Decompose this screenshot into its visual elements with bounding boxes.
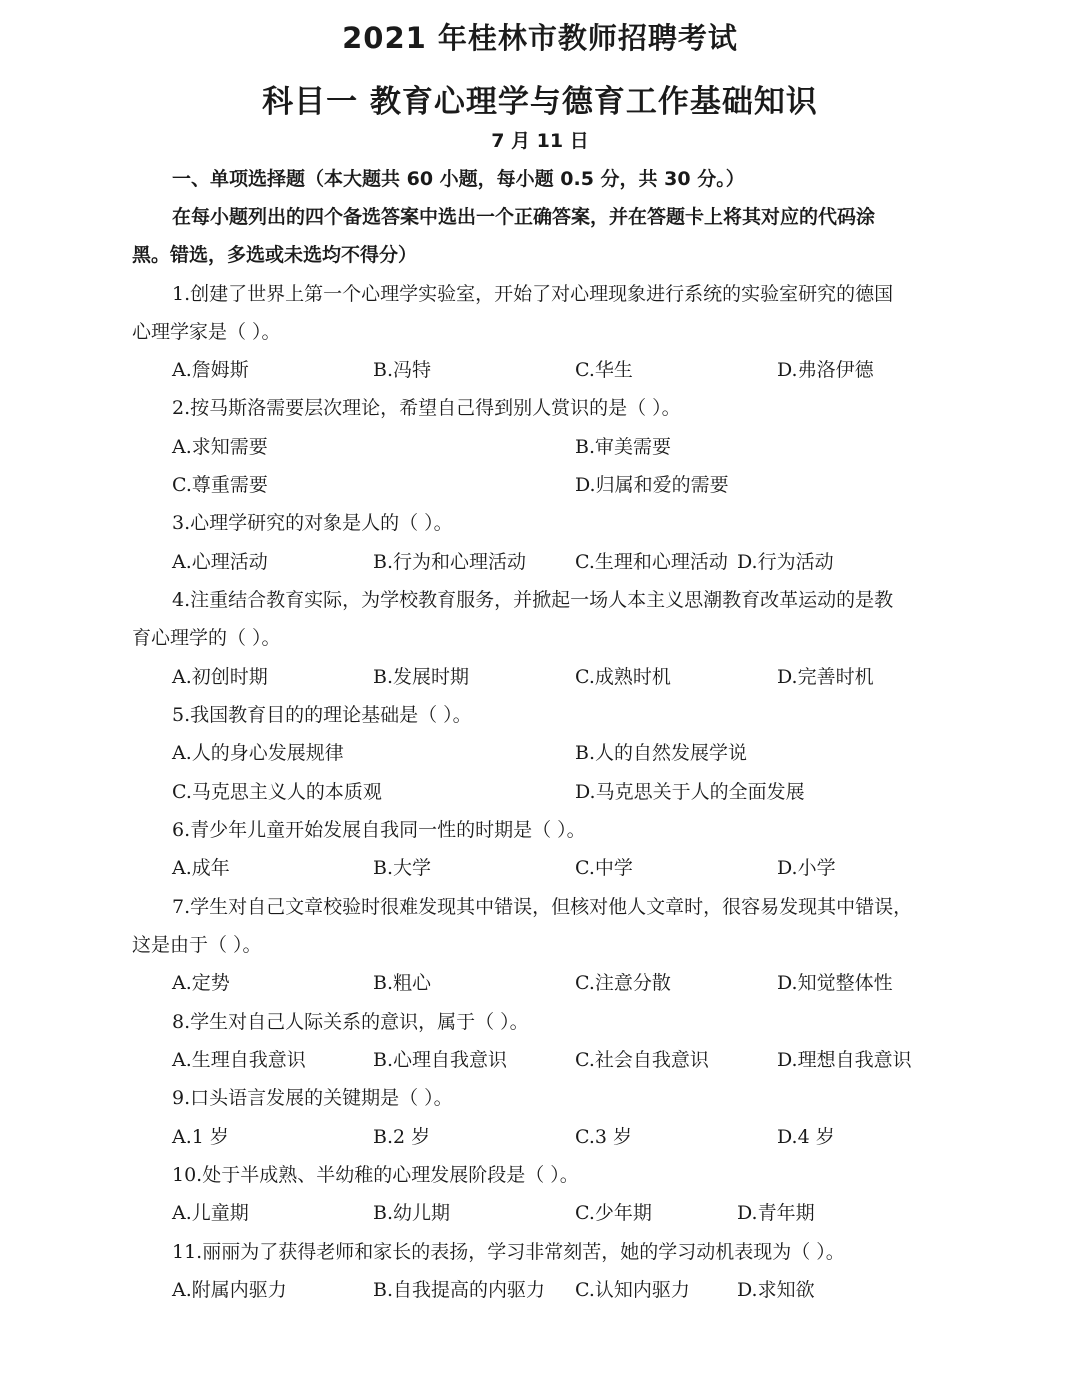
q7-option-a: A.定势	[172, 972, 230, 994]
q4-option-a: A.初创时期	[172, 666, 268, 688]
q7-option-d: D.知觉整体性	[777, 972, 893, 994]
q4-option-b: B.发展时期	[373, 666, 470, 688]
q5-option-b: B.人的自然发展学说	[575, 742, 748, 764]
q8-option-c: C.社会自我意识	[575, 1049, 709, 1071]
exam-subtitle: 科目一 教育心理学与德育工作基础知识	[262, 84, 818, 120]
question-6: 6.青少年儿童开始发展自我同一性的时期是（ ）。	[172, 819, 586, 841]
question-9: 9.口头语言发展的关键期是（ ）。	[172, 1087, 453, 1109]
q11-option-c: C.认知内驱力	[575, 1279, 690, 1301]
q5-option-d: D.马克思关于人的全面发展	[575, 781, 805, 803]
q3-option-c: C.生理和心理活动	[575, 551, 728, 573]
exam-date: 7 月 11 日	[491, 130, 589, 152]
q3-option-a: A.心理活动	[172, 551, 268, 573]
q9-option-c: C.3 岁	[575, 1126, 633, 1148]
q8-option-b: B.心理自我意识	[373, 1049, 508, 1071]
q8-option-a: A.生理自我意识	[172, 1049, 306, 1071]
q5-option-a: A.人的身心发展规律	[172, 742, 344, 764]
q11-option-a: A.附属内驱力	[172, 1279, 287, 1301]
question-8: 8.学生对自己人际关系的意识，属于（ ）。	[172, 1011, 529, 1033]
q10-option-a: A.儿童期	[172, 1202, 249, 1224]
q1-option-a: A.詹姆斯	[172, 359, 249, 381]
q3-option-b: B.行为和心理活动	[373, 551, 527, 573]
q8-option-d: D.理想自我意识	[777, 1049, 912, 1071]
question-7-cont: 这是由于（ ）。	[132, 934, 262, 956]
question-3: 3.心理学研究的对象是人的（ ）。	[172, 512, 453, 534]
q9-option-d: D.4 岁	[777, 1126, 835, 1148]
q11-option-d: D.求知欲	[737, 1279, 815, 1301]
q1-option-c: C.华生	[575, 359, 633, 381]
q6-option-c: C.中学	[575, 857, 633, 879]
q2-option-a: A.求知需要	[172, 436, 268, 458]
q1-option-d: D.弗洛伊德	[777, 359, 874, 381]
q1-option-b: B.冯特	[373, 359, 432, 381]
q10-option-d: D.青年期	[737, 1202, 815, 1224]
q6-option-a: A.成年	[172, 857, 230, 879]
q4-option-d: D.完善时机	[777, 666, 874, 688]
q10-option-c: C.少年期	[575, 1202, 652, 1224]
q7-option-c: C.注意分散	[575, 972, 671, 994]
question-1: 1.创建了世界上第一个心理学实验室，开始了对心理现象进行系统的实验室研究的德国	[172, 283, 894, 305]
question-1-cont: 心理学家是（ ）。	[132, 321, 281, 343]
section-heading: 一、单项选择题（本大题共 60 小题，每小题 0.5 分，共 30 分。）	[172, 168, 745, 190]
section-instruction-cont: 黑。错选，多选或未选均不得分）	[132, 244, 418, 266]
question-11: 11.丽丽为了获得老师和家长的表扬，学习非常刻苦，她的学习动机表现为（ ）。	[172, 1241, 845, 1263]
section-instruction: 在每小题列出的四个备选答案中选出一个正确答案，并在答题卡上将其对应的代码涂	[172, 206, 876, 228]
q5-option-c: C.马克思主义人的本质观	[172, 781, 382, 803]
q2-option-c: C.尊重需要	[172, 474, 268, 496]
q4-option-c: C.成熟时机	[575, 666, 671, 688]
q9-option-a: A.1 岁	[172, 1126, 229, 1148]
question-5: 5.我国教育目的的理论基础是（ ）。	[172, 704, 472, 726]
q2-option-b: B.审美需要	[575, 436, 672, 458]
question-4-cont: 育心理学的（ ）。	[132, 627, 281, 649]
question-4: 4.注重结合教育实际，为学校教育服务，并掀起一场人本主义思潮教育改革运动的是教	[172, 589, 894, 611]
q7-option-b: B.粗心	[373, 972, 432, 994]
q6-option-d: D.小学	[777, 857, 836, 879]
q3-option-d: D.行为活动	[737, 551, 834, 573]
question-10: 10.处于半成熟、半幼稚的心理发展阶段是（ ）。	[172, 1164, 579, 1186]
q9-option-b: B.2 岁	[373, 1126, 431, 1148]
q2-option-d: D.归属和爱的需要	[575, 474, 729, 496]
q10-option-b: B.幼儿期	[373, 1202, 451, 1224]
exam-title: 2021 年桂林市教师招聘考试	[342, 21, 738, 55]
q11-option-b: B.自我提高的内驱力	[373, 1279, 546, 1301]
question-7: 7.学生对自己文章校验时很难发现其中错误，但核对他人文章时，很容易发现其中错误，	[172, 896, 913, 918]
question-2: 2.按马斯洛需要层次理论，希望自己得到别人赏识的是（ ）。	[172, 397, 681, 419]
q6-option-b: B.大学	[373, 857, 432, 879]
